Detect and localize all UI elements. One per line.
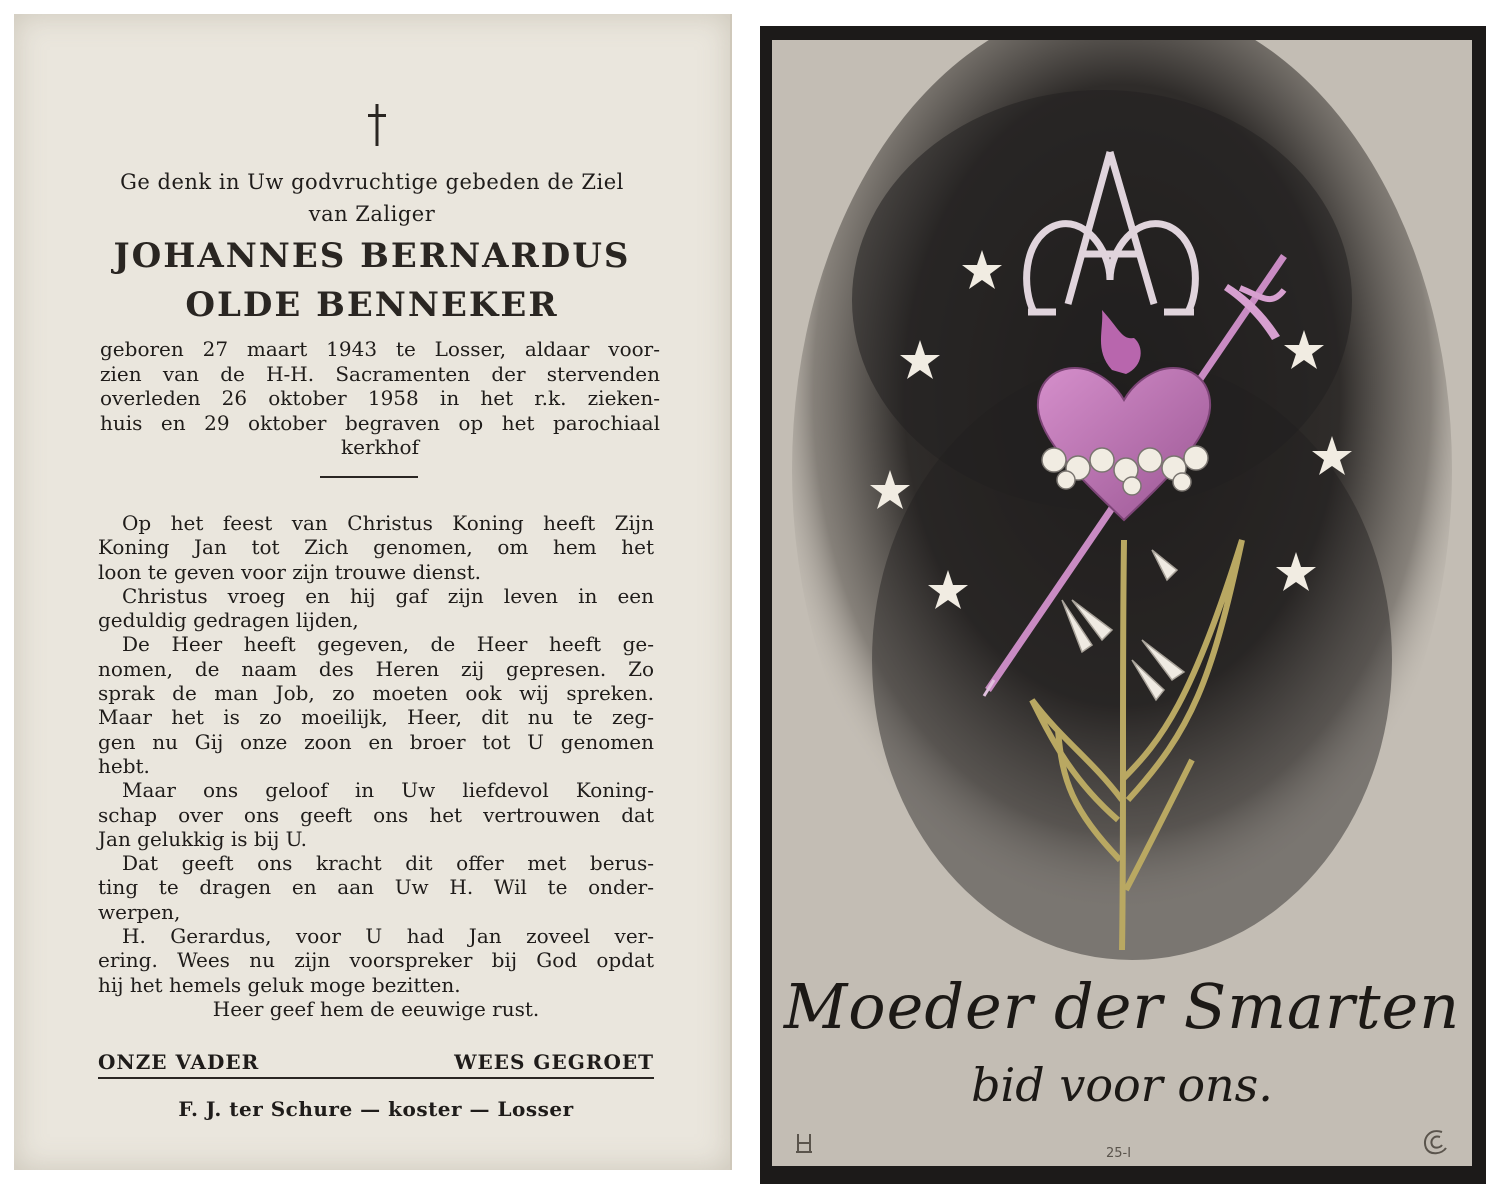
- text-line: gen nu Gij onze zoon en broer tot U genomen: [98, 729, 654, 754]
- prayer-left: ONZE VADER: [98, 1050, 260, 1074]
- text-line: hebt.: [98, 753, 150, 778]
- artist-monogram-icon: [794, 1130, 814, 1156]
- text-line: nomen, de naam des Heren zij gepresen. Zo: [98, 656, 654, 681]
- text-line: loon te geven voor zijn trouwe dienst.: [98, 559, 482, 584]
- text-line: Koning Jan tot Zich genomen, om hem het: [98, 535, 654, 560]
- short-divider: [320, 476, 418, 478]
- memorial-card-image-side: [760, 26, 1486, 1184]
- text-line: ering. Wees nu zijn voorspreker bij God opdat: [98, 948, 654, 973]
- text-line: De Heer heeft gegeven, de Heer heeft ge-: [122, 632, 654, 657]
- text-line: Dat geeft ons kracht dit offer met berus-: [122, 851, 654, 876]
- bio-line: geboren 27 maart 1943 te Losser, aldaar voor-: [100, 337, 660, 361]
- prayer-right: WEES GEGROET: [454, 1050, 654, 1074]
- memorial-card-text-side: [14, 14, 732, 1170]
- text-line: geduldig gedragen lijden,: [98, 608, 359, 633]
- text-line: Heer geef hem de eeuwige rust.: [212, 996, 540, 1021]
- intro-line-2: van Zaliger: [308, 202, 436, 226]
- text-line: Jan gelukkig is bij U.: [98, 826, 308, 851]
- publisher-logo-icon: [1420, 1126, 1450, 1156]
- text-line: H. Gerardus, voor U had Jan zoveel ver-: [122, 924, 654, 949]
- long-divider: [98, 1077, 654, 1079]
- prayer-row: [98, 1050, 654, 1074]
- print-code: 25-I: [1106, 1146, 1132, 1161]
- bio-line: zien van de H-H. Sacramenten der stervenden: [100, 361, 660, 386]
- text-line: hij het hemels geluk moge bezitten.: [98, 972, 461, 997]
- bio-line: huis en 29 oktober begraven op het parochiaal: [100, 410, 660, 435]
- text-line: Maar het is zo moeilijk, Heer, dit nu te zeg-: [98, 705, 654, 730]
- cross-icon: [366, 102, 388, 148]
- bio-line: kerkhof: [341, 435, 419, 459]
- memorial-text: [98, 511, 654, 1021]
- intro-line: Ge denk in Uw godvruchtige gebeden de Ziel: [120, 170, 624, 194]
- text-line: werpen,: [98, 899, 181, 924]
- card-illustration-panel: [772, 40, 1472, 1166]
- motto-line-2: bid voor ons.: [971, 1058, 1273, 1112]
- text-line: sprak de man Job, zo moeten ook wij spreken.: [98, 681, 654, 706]
- text-line: Maar ons geloof in Uw liefdevol Koning-: [122, 778, 654, 803]
- text-line: ting te dragen en aan Uw H. Wil te onder-: [98, 875, 654, 900]
- text-line: Christus vroeg en hij gaf zijn leven in een: [122, 583, 654, 608]
- biography-block: [100, 337, 660, 460]
- deceased-name-first: JOHANNES BERNARDUS: [113, 236, 631, 276]
- text-line: Op het feest van Christus Koning heeft Zijn: [122, 511, 654, 535]
- bio-line: overleden 26 oktober 1958 in het r.k. zieken-: [100, 386, 660, 410]
- printer-credit: F. J. ter Schure — koster — Losser: [178, 1097, 574, 1121]
- text-line: schap over ons geeft ons het vertrouwen dat: [98, 802, 654, 827]
- deceased-name-last: OLDE BENNEKER: [185, 285, 559, 325]
- motto-line-1: Moeder der Smarten: [783, 970, 1461, 1043]
